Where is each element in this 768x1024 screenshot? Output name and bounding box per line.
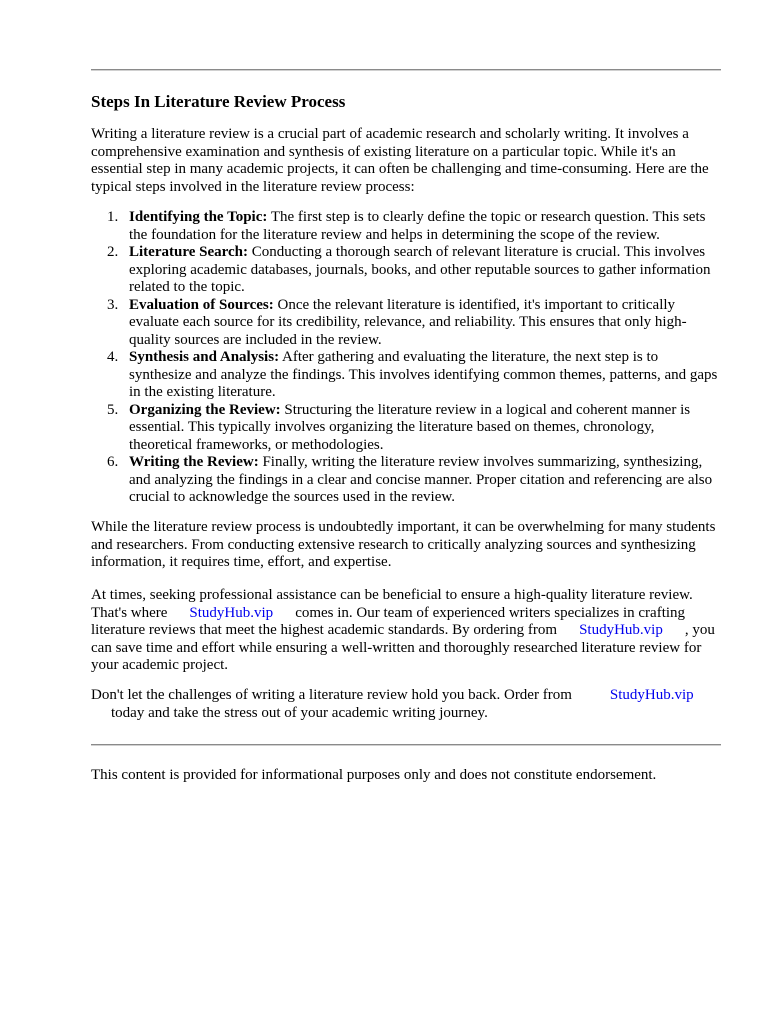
step-text: Conducting a thorough search of relevant literature is crucial. This involves exploring academic databases, journals, books, and other reputable sources to gather information related to the topic.	[129, 244, 711, 295]
step-number: 5.	[107, 401, 119, 418]
list-item	[107, 454, 721, 507]
step-heading: Organizing the Review:	[129, 401, 281, 418]
list-item	[107, 244, 721, 297]
call-to-action-paragraph	[91, 687, 721, 722]
step-number: 4.	[107, 349, 119, 365]
step-number: 1.	[107, 209, 119, 225]
step-text: Structuring the literature review in a logical and coherent manner is essential. This typically involves organizing the literature based on themes, chronology, theoretical frameworks, or methodologies.	[129, 401, 691, 453]
step-text: Once the relevant literature is identified, it's important to critically evaluate each source for its credibility, relevance, and reliability. This ensures that only high-quality sources are included in the review.	[129, 296, 687, 348]
studyhub-link[interactable]: StudyHub.vip	[609, 687, 694, 703]
top-divider	[91, 69, 721, 71]
assistance-paragraph	[91, 587, 721, 675]
assistance-text-2: comes in. Our team of experienced writers specializes in crafting literature reviews that meet the highest academic standards. By ordering from	[91, 604, 686, 638]
step-number: 3.	[107, 296, 119, 313]
step-heading: Writing the Review:	[129, 454, 259, 470]
list-item	[107, 349, 721, 402]
list-item	[107, 401, 721, 455]
step-text: After gathering and evaluating the literature, the next step is to synthesize and analyze the findings. This involves identifying common themes, patterns, and gaps in the existing literature.	[129, 349, 718, 400]
step-heading: Identifying the Topic:	[129, 209, 268, 225]
studyhub-link[interactable]: StudyHub.vip	[579, 622, 663, 638]
list-item	[107, 296, 721, 350]
step-heading: Synthesis and Analysis:	[129, 349, 280, 365]
cta-text-1: Don't let the challenges of writing a literature review hold you back. Order from	[91, 687, 572, 703]
step-heading: Literature Search:	[129, 244, 248, 260]
cta-text-2: today and take the stress out of your academic writing journey.	[111, 704, 488, 721]
intro-paragraph: Writing a literature review is a crucial part of academic research and scholarly writing. It involves a comprehensive examination and synthesis of existing literature on a particular topic. While it's an essential step in many academic projects, it can often be challenging and time-consuming. Here are the typical steps involved in the literature review process:	[91, 126, 709, 195]
step-text: Finally, writing the literature review involves summarizing, synthesizing, and analyzing the findings in a clear and concise manner. Proper citation and referencing are also crucial to acknowledge the sources used in the review.	[129, 454, 713, 505]
step-number: 6.	[107, 454, 119, 470]
studyhub-link[interactable]: StudyHub.vip	[189, 604, 274, 621]
bottom-divider	[91, 744, 721, 746]
step-text: The first step is to clearly define the topic or research question. This sets the foundation for the literature review and helps in determining the scope of the review.	[129, 209, 706, 243]
step-heading: Evaluation of Sources:	[129, 296, 274, 313]
list-item	[107, 209, 721, 244]
disclaimer-text: This content is provided for informational purposes only and does not constitute endorsement.	[91, 767, 657, 783]
while-paragraph: While the literature review process is undoubtedly important, it can be overwhelming for many students and researchers. From conducting extensive research to critically analyzing sources and synthesizing information, it requires time, effort, and expertise.	[91, 519, 716, 570]
page-title: Steps In Literature Review Process	[91, 92, 346, 111]
steps-list	[91, 209, 721, 507]
step-number: 2.	[107, 244, 119, 260]
assistance-text-3: , you can save time and effort while ensuring a well-written and thoroughly researched literature review for your academic project.	[91, 622, 715, 673]
assistance-text-1: At times, seeking professional assistance can be beneficial to ensure a high-quality literature review. That's where	[91, 587, 693, 621]
